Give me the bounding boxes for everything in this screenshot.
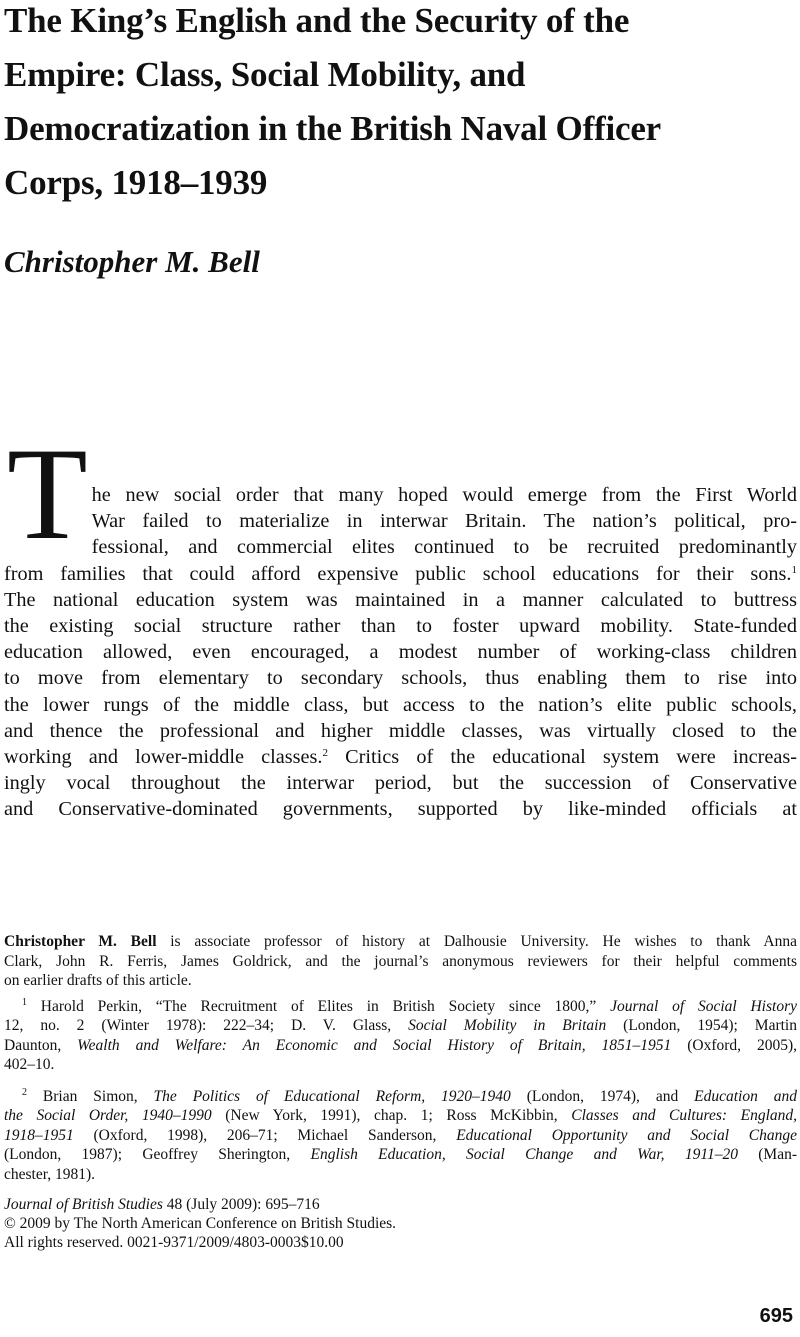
author-name: Christopher M. Bell	[4, 244, 260, 279]
footnote-ref-1[interactable]: 1	[791, 563, 797, 576]
footnote-2: $^2$ Brian Simon, The Politics of Educational Reform, 1920–1940 (London, 1974), and Education and the Social Order, 1940–1990 (New York, 1991), chap. 1; Ross McKibbin, Classes and Cultures: England, 1918–1951 (Oxford, 1998), 206–71; Michael Sanderson, Educational Opportunity and Social Change (London, 1987); Geoffrey Sherington, English Education, Social Change and War, 1911–20 (Man- chester, 1981).	[4, 1086, 798, 1183]
page-number: 695	[759, 1305, 793, 1327]
body-line: War failed to materialize in interwar Britain. The nation’s political, pro-	[91, 510, 797, 533]
body-line: to move from elementary to secondary schools, thus enabling them to rise into	[4, 667, 797, 690]
body-line-text: working and lower-middle classes.	[4, 746, 323, 769]
body-line: fessional, and commercial elites continued to be recruited predominantly	[91, 536, 797, 559]
author-note-name: Christopher M. Bell	[4, 933, 157, 950]
body-line: the existing social structure rather than to foster upward mobility. State-funded	[4, 615, 797, 638]
body-line	[4, 561, 797, 587]
journal-name: Journal of British Studies	[4, 1196, 163, 1213]
footnote-ref-2[interactable]: 2	[322, 747, 328, 760]
body-line: and thence the professional and higher middle classes, was virtually closed to the	[4, 719, 797, 742]
title-line: Empire: Class, Social Mobility, and	[4, 55, 526, 94]
body-line-text: from families that could afford expensive public school educations for their sons.	[4, 562, 792, 585]
body-line: and Conservative-dominated governments, supported by like-minded officials at	[4, 798, 797, 821]
title-line: Corps, 1918–1939	[4, 163, 268, 202]
author-note: Christopher M. Bell is associate professor of history at Dalhousie University. He wishes to thank Anna Clark, John R. Ferris, James Goldrick, and the journal’s anonymous reviewers for their helpful comments on earlier drafts of this article.	[4, 933, 797, 989]
drop-cap: T	[7, 420, 88, 567]
footnote-1: $^1$ Harold Perkin, “The Recruitment of Elites in British Society since 1800,” Journal of Social History 12, no. 2 (Winter 1978): 222–34; D. V. Glass, Social Mobility in Britain (London, 1954); Martin Daunton, Wealth and Welfare: An Economic and Social History of Britain, 1851–1951 (Oxford, 2005), 402–10.	[4, 996, 797, 1073]
body-line-text: Critics of the educational system were increas-	[328, 746, 798, 769]
rights-line: All rights reserved. 0021-9371/2009/4803-0003$10.00	[4, 1234, 344, 1251]
footnotes	[4, 932, 797, 1184]
article-page	[4, 0, 797, 1337]
footnote-number: 2	[22, 1086, 27, 1098]
body-line	[4, 744, 797, 770]
title-line: Democratization in the British Naval Officer	[4, 109, 662, 148]
journal-citation: Journal of British Studies 48 (July 2009): 695–716	[4, 1196, 320, 1213]
footnote-number: 1	[22, 996, 27, 1008]
body-line: education allowed, even encouraged, a modest number of working-class children	[4, 641, 797, 664]
body-line: the lower rungs of the middle class, but access to the nation’s elite public schools,	[4, 693, 797, 716]
body-text	[4, 420, 798, 823]
journal-info	[4, 1195, 604, 1252]
body-line: he new social order that many hoped would emerge from the First World	[91, 484, 797, 506]
body-line: ingly vocal throughout the interwar period, but the succession of Conservative	[4, 772, 797, 795]
article-title	[4, 0, 794, 210]
copyright-line: © 2009 by The North American Conference on British Studies.	[4, 1215, 397, 1232]
body-line: The national education system was maintained in a manner calculated to buttress	[4, 588, 797, 611]
title-line: The King’s English and the Security of the	[4, 1, 630, 40]
